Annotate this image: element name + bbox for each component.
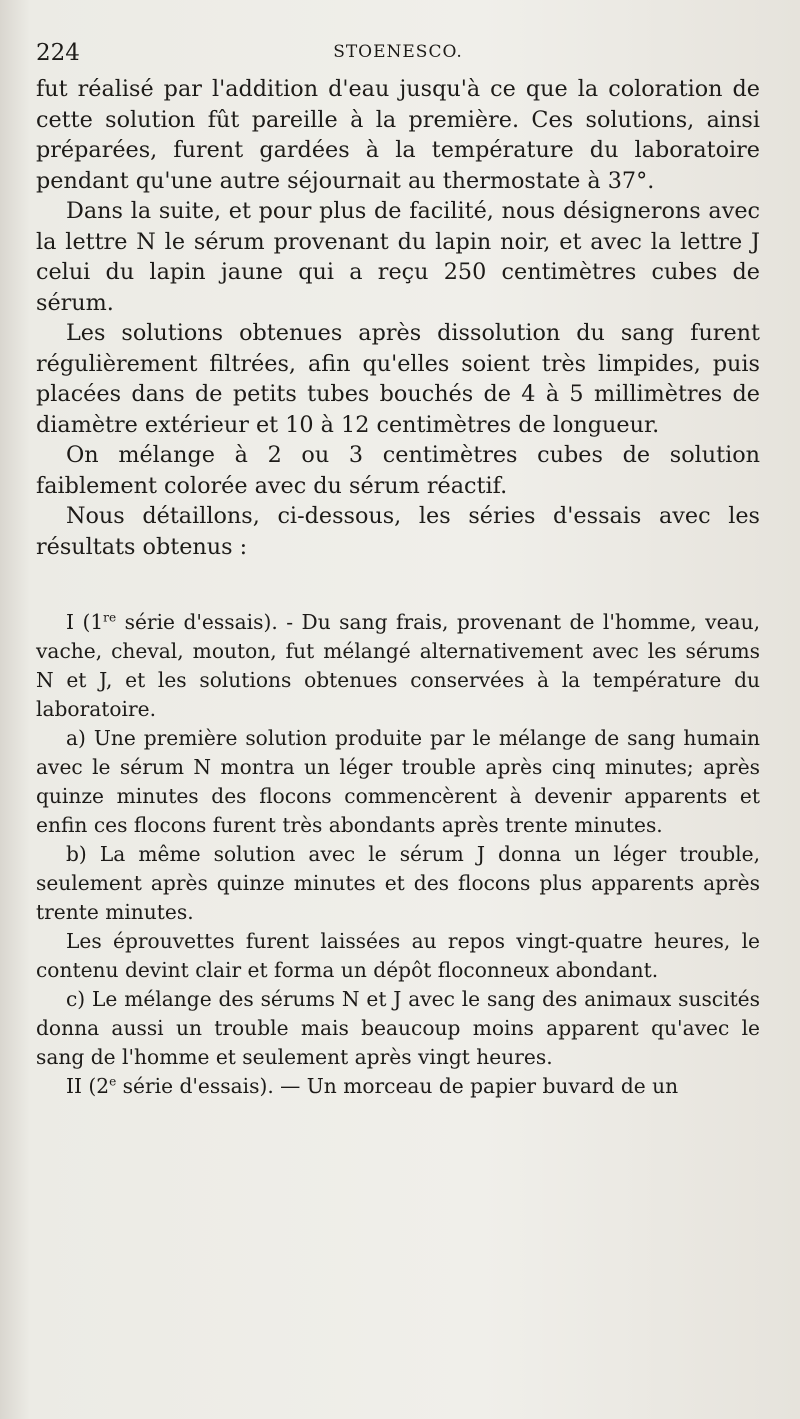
series-2-paragraph: [36, 1072, 760, 1101]
series-1-label: I (1re série d'essais). -: [66, 610, 302, 634]
page-header: [36, 30, 760, 70]
page-number: 224: [36, 40, 80, 66]
paragraph-continuation: fut réalisé par l'addition d'eau jusqu'à ce que la coloration de cette solution fût pareille à la première. Ces solutions, ainsi préparées, furent gardées à la température du laboratoire pendant qu'une autre séjournait au thermostate à 37°.: [36, 76, 760, 194]
series-section: [36, 608, 760, 1101]
item-b: b) La même solution avec le sérum J donna un léger trouble, seulement après quinze minutes et des flocons plus apparents après trente minutes.: [36, 842, 760, 924]
paragraph-solutions: Les solutions obtenues après dissolution du sang furent régulièrement filtrées, afin qu'elles soient très limpides, puis placées dans de petits tubes bouchés de 4 à 5 millimètres de diamètre extérieur et 10 à 12 centimètres de longueur.: [36, 320, 760, 438]
series-1-paragraph: [36, 608, 760, 724]
item-c: c) Le mélange des sérums N et J avec le sang des animaux suscités donna aussi un trouble mais beaucoup moins apparent qu'avec le sang de l'homme et seulement après vingt heures.: [36, 987, 760, 1069]
running-title: STOENESCO.: [333, 42, 463, 62]
paragraph-designation: Dans la suite, et pour plus de facilité, nous désignerons avec la lettre N le sérum provenant du lapin noir, et avec la lettre J celui du lapin jaune qui a reçu 250 centimètres cubes de sérum.: [36, 198, 760, 316]
item-observation: Les éprouvettes furent laissées au repos vingt-quatre heures, le contenu devint clair et forma un dépôt floconneux abondant.: [36, 929, 760, 982]
body-text: [36, 74, 760, 1101]
section-gap: [36, 562, 760, 608]
series-1-text: Du sang frais, provenant de l'homme, veau, vache, cheval, mouton, fut mélangé alternativement avec les sérums N et J, et les solutions obtenues conservées à la température du laboratoire.: [36, 610, 760, 721]
item-a: a) Une première solution produite par le mélange de sang humain avec le sérum N montra un léger trouble après cinq minutes; après quinze minutes des flocons commencèrent à devenir apparents et enfin ces flocons furent très abondants après trente minutes.: [36, 726, 760, 837]
series-2-text: Un morceau de papier buvard de un: [306, 1074, 679, 1098]
series-2-label: II (2e série d'essais). —: [66, 1074, 307, 1098]
paragraph-melange: On mélange à 2 ou 3 centimètres cubes de solution faiblement colorée avec du sérum réactif.: [36, 442, 760, 499]
paragraph-series-intro: Nous détaillons, ci-dessous, les séries d'essais avec les résultats obtenus :: [36, 503, 760, 560]
